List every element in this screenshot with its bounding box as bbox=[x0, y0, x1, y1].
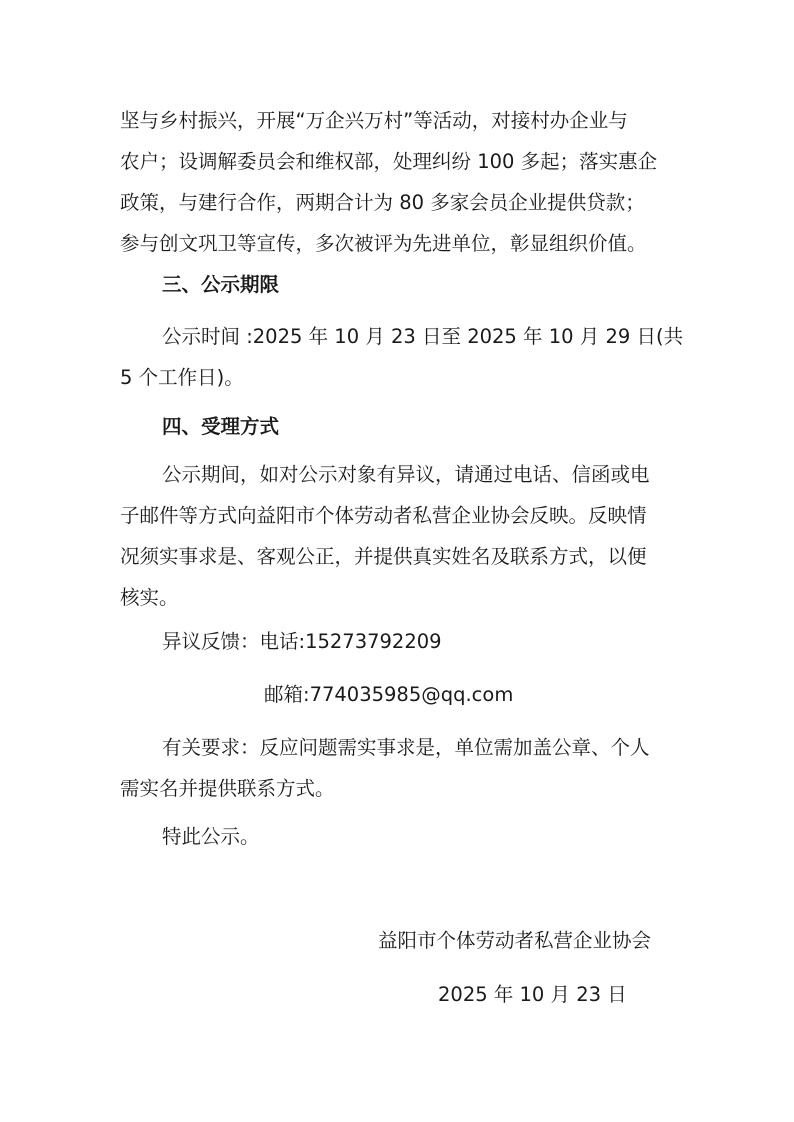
paragraph-line: 5 个工作日)。 bbox=[120, 366, 244, 389]
paragraph-line: 政策，与建行合作，两期合计为 80 多家会员企业提供贷款； bbox=[120, 191, 645, 214]
section-4-body bbox=[120, 454, 676, 618]
paragraph-line: 况须实事求是、客观公正，并提供真实姓名及联系方式，以便 bbox=[120, 545, 647, 568]
paragraph-line: 坚与乡村振兴，开展“万企兴万村”等活动，对接村办企业与 bbox=[120, 109, 628, 132]
requirements-block bbox=[120, 727, 676, 809]
paragraph-line: 需实名并提供联系方式。 bbox=[120, 777, 335, 800]
paragraph-line: 有关要求：反应问题需实事求是，单位需加盖公章、个人 bbox=[162, 736, 650, 759]
closing-text: 特此公示。 bbox=[162, 825, 260, 848]
section-3-body bbox=[120, 316, 684, 398]
feedback-email: 邮箱:774035985@qq.com bbox=[264, 683, 514, 706]
signature-organization: 益阳市个体劳动者私营企业协会 bbox=[378, 929, 652, 952]
paragraph-line: 公示期间，如对公示对象有异议，请通过电话、信函或电 bbox=[162, 463, 650, 486]
feedback-phone: 异议反馈：电话:15273792209 bbox=[162, 630, 442, 653]
section-4 bbox=[120, 406, 676, 447]
intro-paragraph bbox=[120, 100, 676, 264]
paragraph-line: 公示时间 :2025 年 10 月 23 日至 2025 年 10 月 29 日(共 bbox=[162, 325, 684, 348]
section-heading: 四、受理方式 bbox=[162, 415, 280, 438]
closing-block bbox=[120, 816, 676, 857]
paragraph-line: 农户；设调解委员会和维权部，处理纠纷 100 多起；落实惠企 bbox=[120, 150, 658, 173]
signature-date: 2025 年 10 月 23 日 bbox=[438, 983, 627, 1006]
paragraph-line: 核实。 bbox=[120, 586, 179, 609]
feedback-block bbox=[120, 621, 676, 662]
section-heading: 三、公示期限 bbox=[162, 273, 280, 296]
paragraph-line: 子邮件等方式向益阳市个体劳动者私营企业协会反映。反映情 bbox=[120, 504, 647, 527]
section-3 bbox=[120, 264, 676, 305]
feedback-email-block bbox=[120, 674, 676, 715]
paragraph-line: 参与创文巩卫等宣传，多次被评为先进单位，彰显组织价值。 bbox=[120, 232, 647, 255]
